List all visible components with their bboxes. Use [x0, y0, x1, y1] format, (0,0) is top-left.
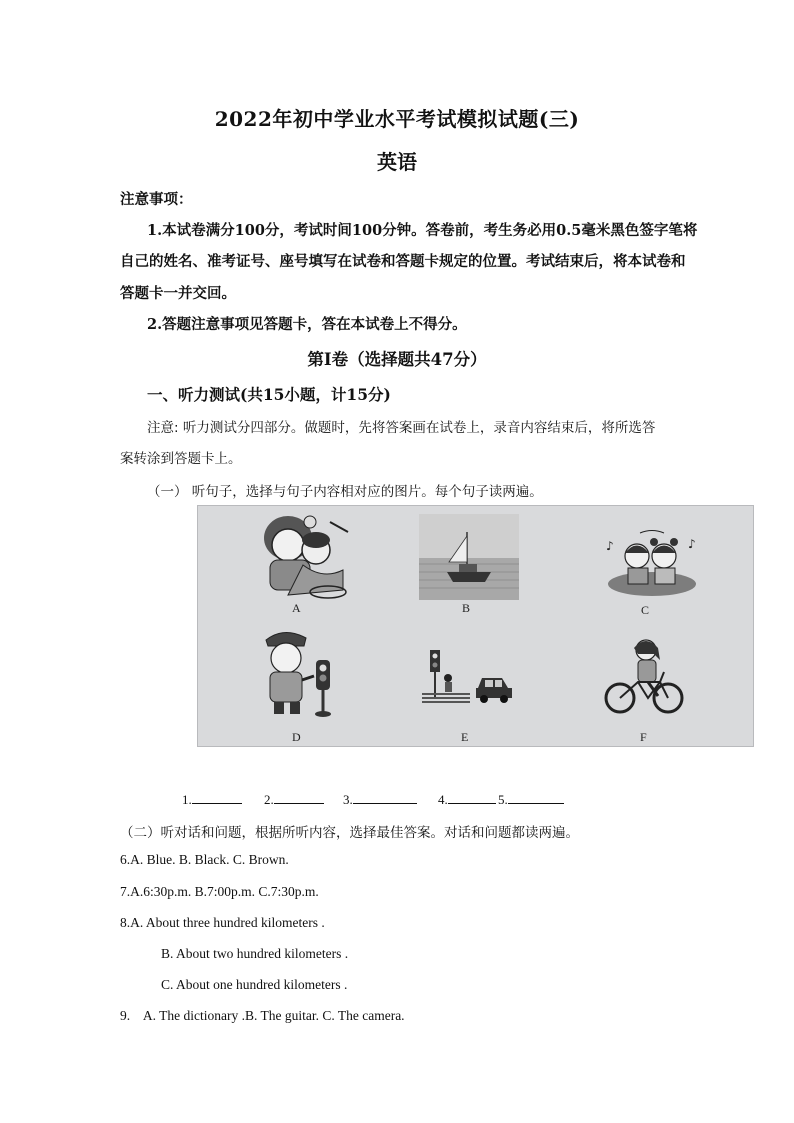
notice-item1-line3: 答题卡一并交回。	[120, 285, 236, 302]
question-8-option-b: B. About two hundred kilometers .	[161, 946, 349, 961]
listening-note-line2: 案转涂到答题卡上。	[120, 451, 242, 467]
exam-subject: 英语	[377, 150, 417, 174]
notice-item2: 2.答题注意事项见答题卡，答在本试卷上不得分。	[147, 316, 467, 333]
picture-label-b: B	[462, 601, 471, 615]
blank-5[interactable]	[498, 791, 564, 808]
question-6: 6.A. Blue. B. Black. C. Brown.	[120, 852, 289, 867]
question-9: 9. A. The dictionary .B. The guitar. C. The camera.	[120, 1008, 405, 1023]
question-7: 7.A.6:30p.m. B.7:00p.m. C.7:30p.m.	[120, 884, 319, 899]
picture-b-boat	[419, 514, 519, 600]
section-title: 第Ⅰ卷（选择题共47分）	[307, 350, 487, 369]
svg-text:♪: ♪	[606, 539, 614, 553]
blank-2[interactable]	[264, 791, 324, 808]
blank-4-number: 4.	[438, 792, 448, 807]
subsection-2-instruction: （二）听对话和问题，根据所听内容，选择最佳答案。对话和问题都读两遍。	[120, 825, 579, 841]
blank-4[interactable]	[438, 791, 496, 808]
picture-label-e: E	[461, 730, 469, 744]
exam-title: 2022年初中学业水平考试模拟试题(三)	[214, 107, 580, 131]
picture-c-kids-singing	[602, 528, 702, 598]
notice-item1-line1: 1.本试卷满分100分，考试时间100分钟。答卷前，考生务必用0.5毫米黑色签字笔将	[147, 222, 698, 239]
notice-heading: 注意事项：	[120, 191, 193, 208]
picture-panel	[197, 505, 754, 747]
picture-label-a: A	[292, 601, 301, 615]
picture-f-girl-bicycle	[604, 634, 684, 716]
picture-label-f: F	[640, 730, 647, 744]
picture-label-c: C	[641, 603, 650, 617]
question-8-option-c: C. About one hundred kilometers .	[161, 977, 348, 992]
picture-label-d: D	[292, 730, 301, 744]
subsection-1-instruction: （一） 听句子，选择与句子内容相对应的图片。每个句子读两遍。	[147, 484, 543, 500]
picture-a-dentist	[248, 510, 358, 602]
picture-e-crosswalk	[418, 648, 518, 708]
notice-item1-line2: 自己的姓名、准考证号、座号填写在试卷和答题卡规定的位置。考试结束后，将本试卷和	[120, 253, 686, 270]
blank-5-number: 5.	[498, 792, 508, 807]
blank-3-number: 3.	[343, 792, 353, 807]
part-title: 一、听力测试(共15小题，计15分)	[147, 385, 391, 404]
blank-3[interactable]	[343, 791, 417, 808]
question-8-option-a: 8.A. About three hundred kilometers .	[120, 915, 325, 930]
blank-1[interactable]	[182, 791, 242, 808]
picture-d-police-officer	[254, 626, 354, 718]
blank-1-number: 1.	[182, 792, 192, 807]
blank-2-number: 2.	[264, 792, 274, 807]
listening-note-line1: 注意: 听力测试分四部分。做题时，先将答案画在试卷上，录音内容结束后，将所选答	[147, 420, 656, 436]
svg-text:♪: ♪	[688, 537, 696, 551]
